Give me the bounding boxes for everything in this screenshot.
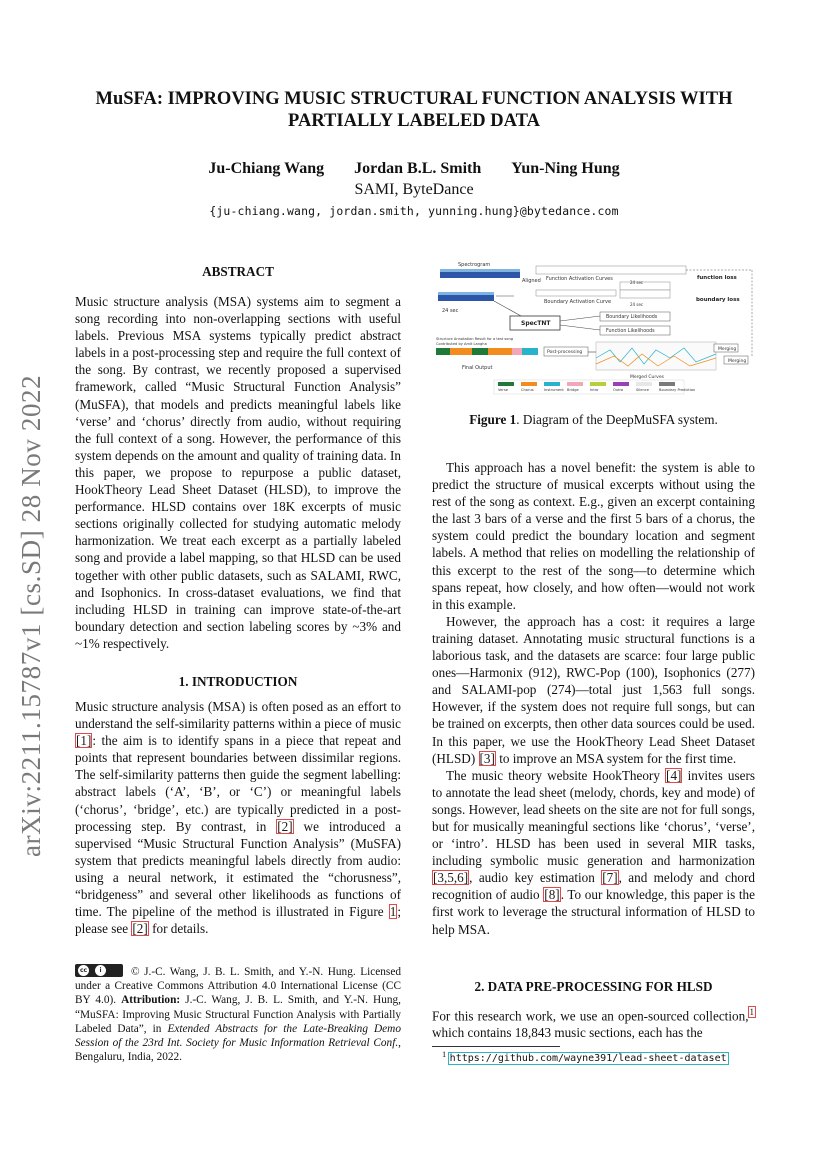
svg-text:24 sec: 24 sec xyxy=(630,302,644,307)
figure-caption: Figure 1. Diagram of the DeepMuSFA system. xyxy=(469,412,718,427)
svg-text:24 sec: 24 sec xyxy=(630,280,644,285)
citation-link[interactable]: [3,5,6] xyxy=(433,870,469,886)
legend-swatch xyxy=(498,382,514,386)
section-heading-introduction: 1. INTRODUCTION xyxy=(178,674,298,689)
paper-title: MuSFA: IMPROVING MUSIC STRUCTURAL FUNCTION ANALYSIS WITH PARTIALLY LABELED DATA xyxy=(95,89,733,131)
legend-label: Chorus xyxy=(521,388,534,392)
footnote xyxy=(442,1050,728,1064)
citation-link[interactable]: [2] xyxy=(277,818,293,834)
svg-text:24 sec: 24 sec xyxy=(442,308,459,314)
legend-swatch xyxy=(636,382,652,386)
paragraph: However, the approach has a cost: it requires a large training dataset. Annotating music structural functions is a laborious task, and the datasets are scarce: four large public ones—Harmonix (912), RWC-Pop (100), Isophonics (277) and SALAMI-pop (274)—total just 1,563 full songs. However, if the system does not require full songs, but can be trained on excerpts, then other data sources could be used. In this paper, we use the HookTheory Lead Sheet Dataset (HLSD) [3] to improve an MSA system for the first time. xyxy=(432,613,755,766)
legend-swatch xyxy=(613,382,629,386)
svg-text:boundary loss: boundary loss xyxy=(696,297,740,303)
final-output-bar xyxy=(436,348,538,355)
legend-swatch xyxy=(544,382,560,386)
legend-label: Intro xyxy=(590,388,599,392)
spectrogram-label: Spectrogram xyxy=(458,262,491,268)
svg-text:Boundary Activation Curve: Boundary Activation Curve xyxy=(544,299,612,305)
citation-link[interactable]: [3] xyxy=(479,750,495,766)
svg-text:Boundary Likelihoods: Boundary Likelihoods xyxy=(606,315,658,320)
section-heading-data-preprocessing: 2. DATA PRE-PROCESSING FOR HLSD xyxy=(474,979,713,994)
author-name: Jordan B.L. Smith xyxy=(354,160,482,177)
deepmusfa-diagram xyxy=(434,258,758,406)
citation-link[interactable]: [4] xyxy=(666,767,682,783)
author-name: Yun-Ning Hung xyxy=(511,160,620,177)
abstract-text: Music structure analysis (MSA) systems aim to segment a song recording into non-overlapping sections with useful labels. Previous MSA systems typically predict abstract labels in a post-processing step and require the full context of the song. By contrast, we recently proposed a supervised framework, called “Music Structural Function Analysis” (MuSFA), that models and predicts meaningful labels like ‘verse’ and ‘chorus’ directly from audio, without requiring the full context of a song. However, the performance of this system depends on the amount and quality of training data. In this paper, we propose to repurpose a public dataset, HookTheory Lead Sheet Dataset (HLSD), to improve the performance. HLSD contains over 18K excerpts of music sections originally collected for studying automatic melody harmonization. We treat each excerpt as a partially labeled song and provide a label mapping, so that HLSD can be used together with other public datasets, such as SALAMI, RWC, and Isophonics. In cross-dataset evaluations, we find that including HLSD in training can improve state-of-the-art boundary detection and section labeling scores by ~3% and ~1% respectively. xyxy=(75,294,401,651)
svg-text:Function Activation Curves: Function Activation Curves xyxy=(546,276,613,282)
footnote-url-link[interactable]: https://github.com/wayne391/lead-sheet-dataset xyxy=(449,1053,727,1065)
svg-text:Final Output: Final Output xyxy=(462,365,493,371)
legend-swatch xyxy=(567,382,583,386)
paragraph: This approach has a novel benefit: the system is able to predict the structure of musical excerpts without using the rest of the song as context. E.g., given an excerpt containing the last 3 bars of a verse and the first 5 bars of a chorus, the system could predict the boundary location and segment labels. A method that relies on modelling the relationship of this excerpt to the rest of the song—to determine which spans repeat, how closely, and how often—would not work in this example. xyxy=(432,460,755,612)
citation-link[interactable]: [7] xyxy=(602,870,618,886)
citation-link[interactable]: [1] xyxy=(76,733,92,749)
svg-text:SpecTNT: SpecTNT xyxy=(521,320,551,327)
author-list xyxy=(0,160,828,178)
legend-label: Bridge xyxy=(567,388,579,392)
affiliation: SAMI, ByteDance xyxy=(354,181,474,198)
svg-text:Merging: Merging xyxy=(728,359,747,364)
right-column-text xyxy=(432,459,755,938)
paragraph: The music theory website HookTheory [4] invites users to annotate the lead sheet (melody, chords, key and mode) of songs. However, lead sheets on the site are not for full songs, but for musically meaningful sections like ‘chorus’, ‘verse’, or ‘intro’. HLSD has been used in several MIR tasks, including symbolic music generation and harmonization [3,5,6], audio key estimation [7], and melody and chord recognition of audio [8]. To our knowledge, this paper is the first work to leverage the structural information of HLSD to help MSA. xyxy=(432,767,755,937)
citation-link[interactable]: [2] xyxy=(132,921,148,937)
legend-label: Instrument xyxy=(544,388,564,392)
svg-text:function loss: function loss xyxy=(697,275,737,281)
author-name: Ju-Chiang Wang xyxy=(208,160,325,177)
license-footnote: cc i © J.-C. Wang, J. B. L. Smith, and Y.-N. Hung. Licensed under a Creative Commons Attribution 4.0 International License (CC BY 4.0). Attribution: J.-C. Wang, J. B. L. Smith, and Y.-N. Hung, “MuSFA: Improving Music Structural Function Analysis with Partially Labeled Data”, in Extended Abstracts for the Late-Breaking Demo Session of the 23rd Int. Society for Music Information Retrieval Conf., Bengaluru, India, 2022. xyxy=(75,966,401,1064)
author-emails: {ju-chiang.wang, jordan.smith, yunning.hung}@bytedance.com xyxy=(209,204,619,218)
legend-swatch xyxy=(590,382,606,386)
intro-paragraph: Music structure analysis (MSA) is often posed as an effort to understand the self-similarity patterns within a piece of music [1]: the aim is to identify spans in a piece that repeat and points that represent boundaries between dissimilar regions. The self-similarity patterns then guide the segment labelling: abstract labels (‘A’, ‘B’, or ‘C’) or meaningful labels (‘chorus’, ‘bridge’, etc.) are typically predicted in a post-processing step. By contrast, in [2] we introduced a supervised “Music Structural Function Analysis” (MuSFA) system that predicts meaningful labels directly from audio: using a neural network, it estimated the “chorusness”, “bridgeness” and several other likelihoods as functions of time. The pipeline of the method is illustrated in Figure 1; please see [2] for details. xyxy=(75,699,402,937)
figure-reference-link[interactable]: 1 xyxy=(389,904,397,920)
footnote-divider xyxy=(432,1046,560,1047)
legend-label: Outro xyxy=(613,388,624,392)
svg-text:Merged Curves: Merged Curves xyxy=(630,375,664,380)
cc-license-badge: cc i xyxy=(75,964,123,977)
section2-paragraph: For this research work, we use an open-sourced collection,$^1$ which contains 18,843 music sections, each has the xyxy=(432,1007,754,1041)
svg-text:Post-processing: Post-processing xyxy=(547,350,583,355)
arxiv-stamp xyxy=(16,357,56,857)
legend-label: Verse xyxy=(498,388,508,392)
svg-text:Function Likelihoods: Function Likelihoods xyxy=(606,329,655,334)
abstract-heading: ABSTRACT xyxy=(202,264,274,279)
svg-text:Contributed by Amit Langha: Contributed by Amit Langha xyxy=(436,342,487,346)
legend-swatch xyxy=(659,382,675,386)
svg-text:Structure Annotation Result fo: Structure Annotation Result for a test song xyxy=(436,337,514,341)
arxiv-id: arXiv:2211.15787v1 [cs.SD] 28 Nov 2022 xyxy=(16,374,46,857)
svg-text:Merging: Merging xyxy=(718,347,737,352)
legend-label: Boundary Prediction xyxy=(659,388,696,392)
legend-label: Silence xyxy=(636,388,649,392)
footnote-number: 1 xyxy=(442,1050,447,1059)
legend-swatch xyxy=(521,382,537,386)
citation-link[interactable]: [8] xyxy=(544,887,560,903)
svg-text:Aligned: Aligned xyxy=(522,278,541,284)
footnote-marker[interactable]: 1 xyxy=(749,1007,754,1017)
